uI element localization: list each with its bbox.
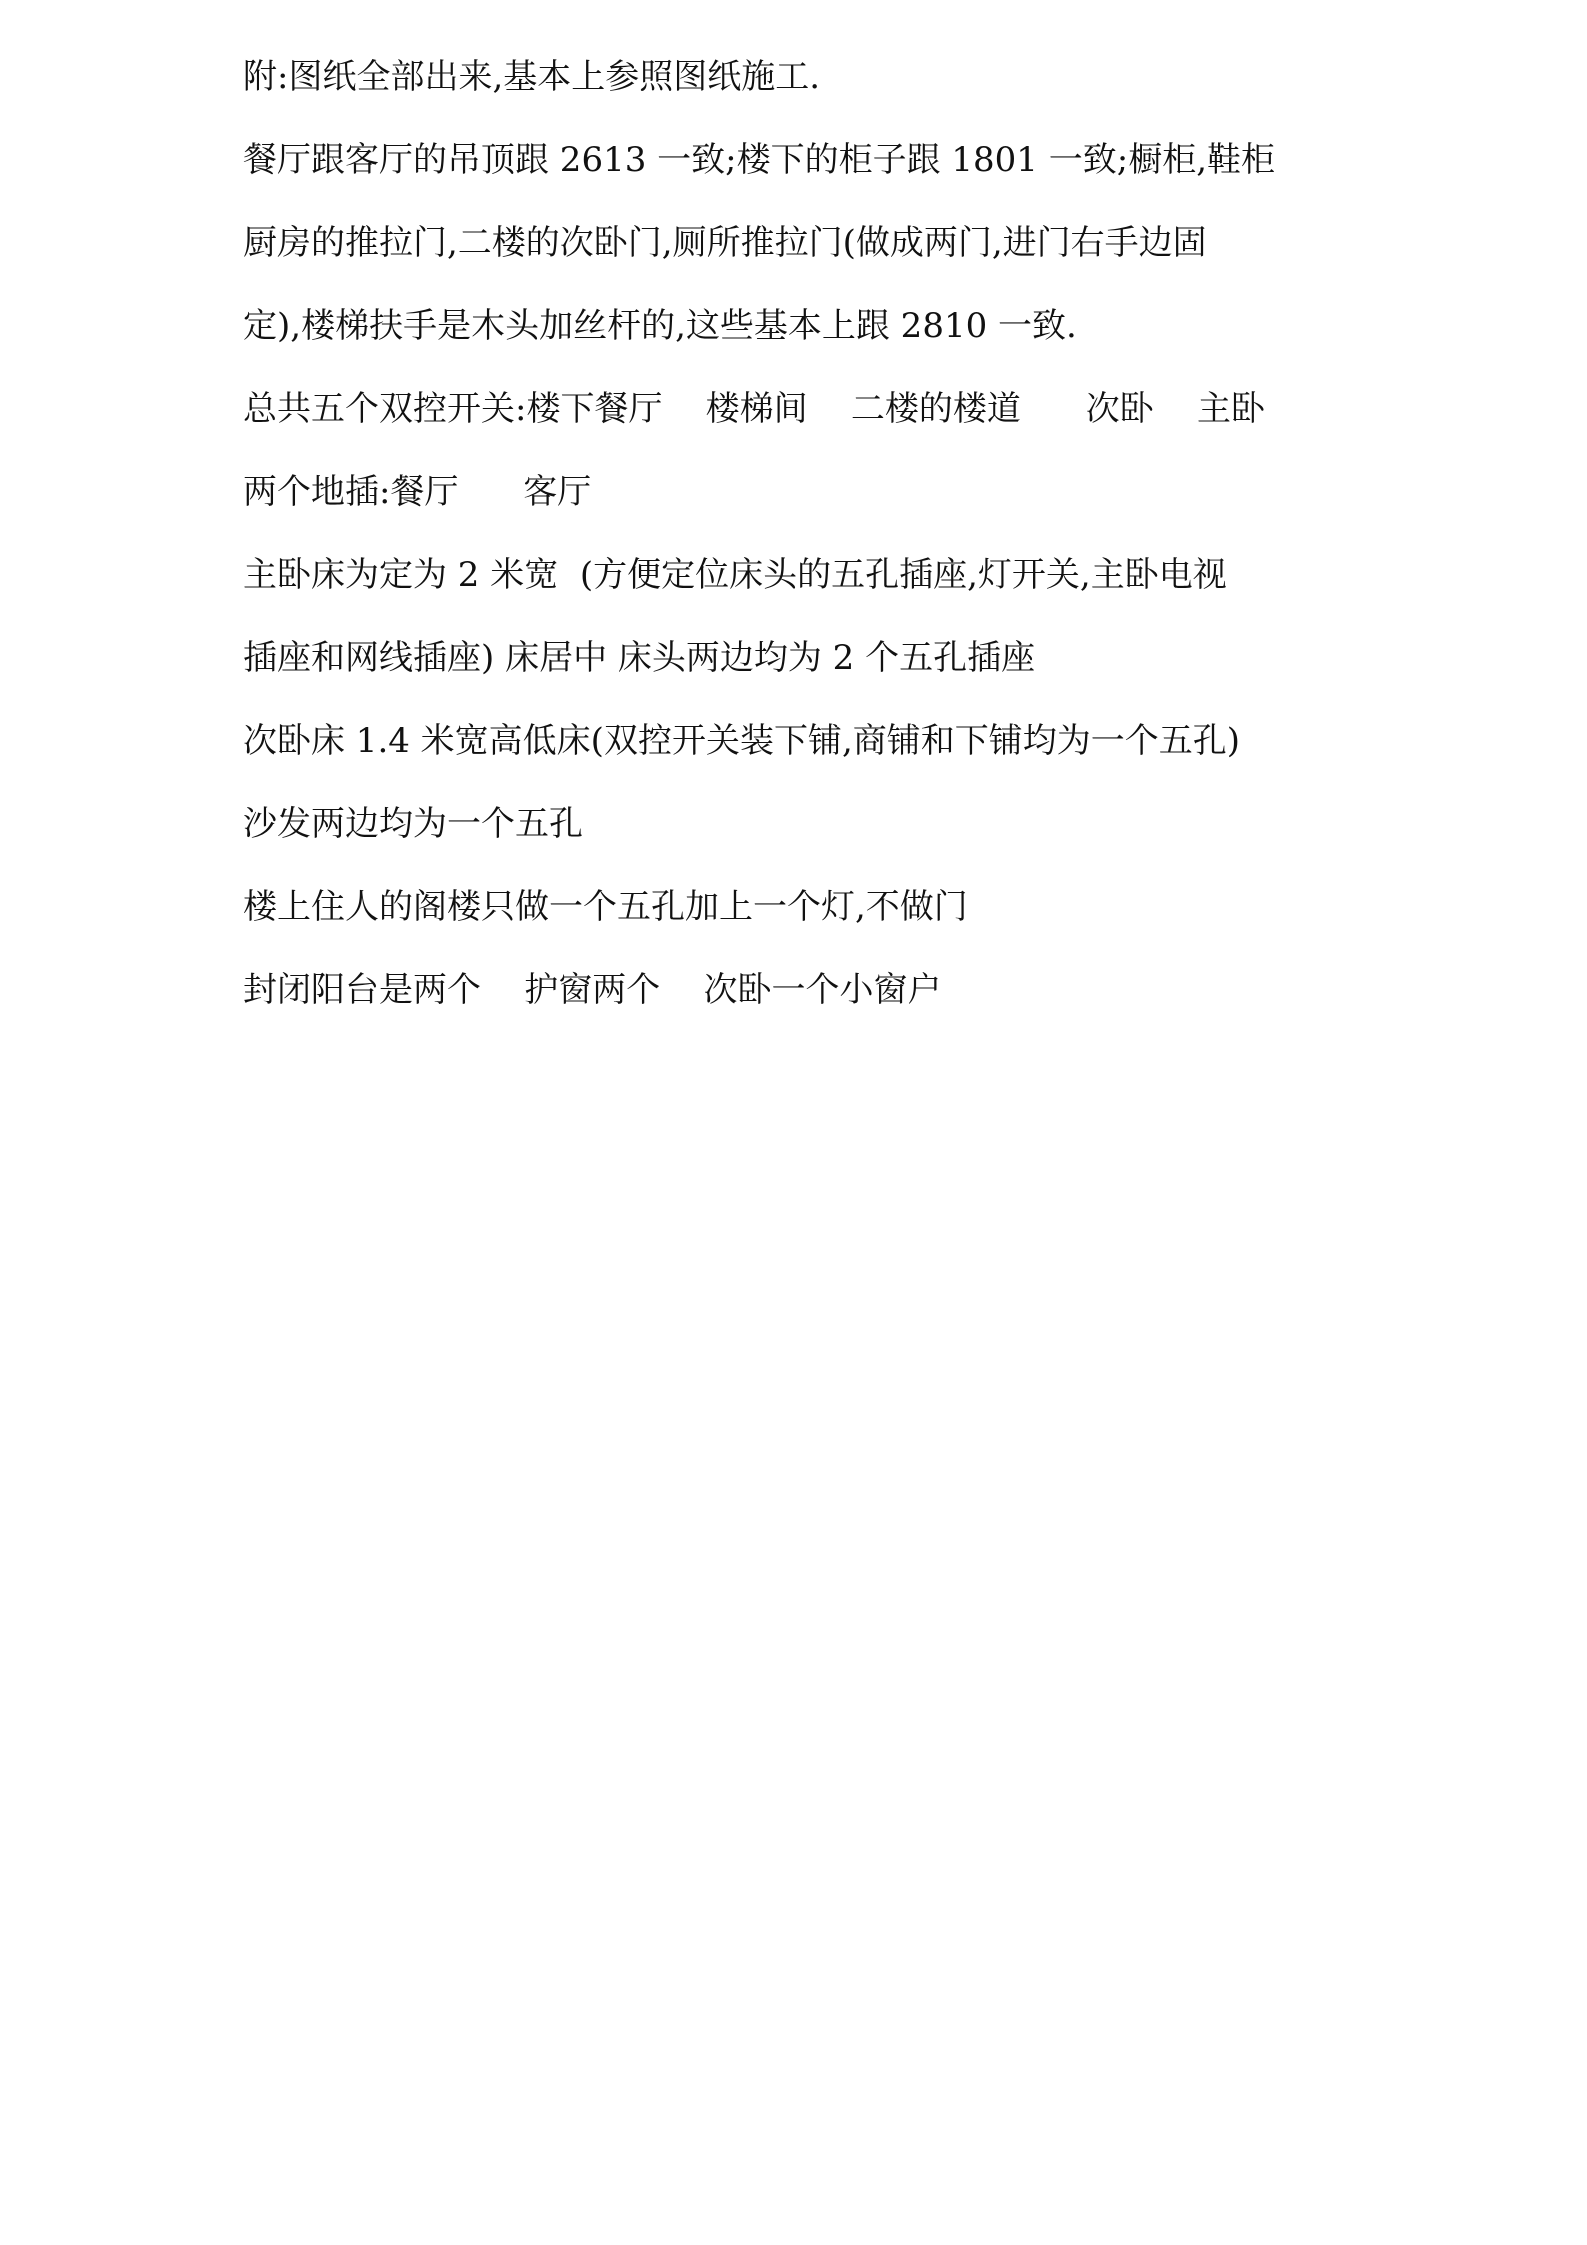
note-line-dual-switches: 总共五个双控开关:楼下餐厅 楼梯间 二楼的楼道 次卧 主卧 [243, 389, 1265, 429]
document-body [243, 36, 1373, 1032]
note-line-doors: 厨房的推拉门,二楼的次卧门,厕所推拉门(做成两门,进门右手边固 [243, 223, 1207, 263]
note-line-floor-sockets: 两个地插:餐厅 客厅 [243, 472, 592, 512]
note-line-drawings: 附:图纸全部出来,基本上参照图纸施工. [243, 57, 821, 97]
note-line-second-bed: 次卧床 1.4 米宽高低床(双控开关装下铺,商铺和下铺均为一个五孔) [243, 721, 1241, 761]
note-line-sofa: 沙发两边均为一个五孔 [243, 804, 583, 844]
note-line-ceiling-cabinets: 餐厅跟客厅的吊顶跟 2613 一致;楼下的柜子跟 1801 一致;橱柜,鞋柜 [243, 140, 1276, 180]
note-line-master-bed: 主卧床为定为 2 米宽 (方便定位床头的五孔插座,灯开关,主卧电视 [243, 555, 1227, 595]
note-line-master-bed-sockets: 插座和网线插座) 床居中 床头两边均为 2 个五孔插座 [243, 638, 1036, 678]
note-line-attic: 楼上住人的阁楼只做一个五孔加上一个灯,不做门 [243, 887, 968, 927]
note-line-balcony-windows: 封闭阳台是两个 护窗两个 次卧一个小窗户 [243, 970, 942, 1010]
note-line-handrail: 定),楼梯扶手是木头加丝杆的,这些基本上跟 2810 一致. [243, 306, 1077, 346]
